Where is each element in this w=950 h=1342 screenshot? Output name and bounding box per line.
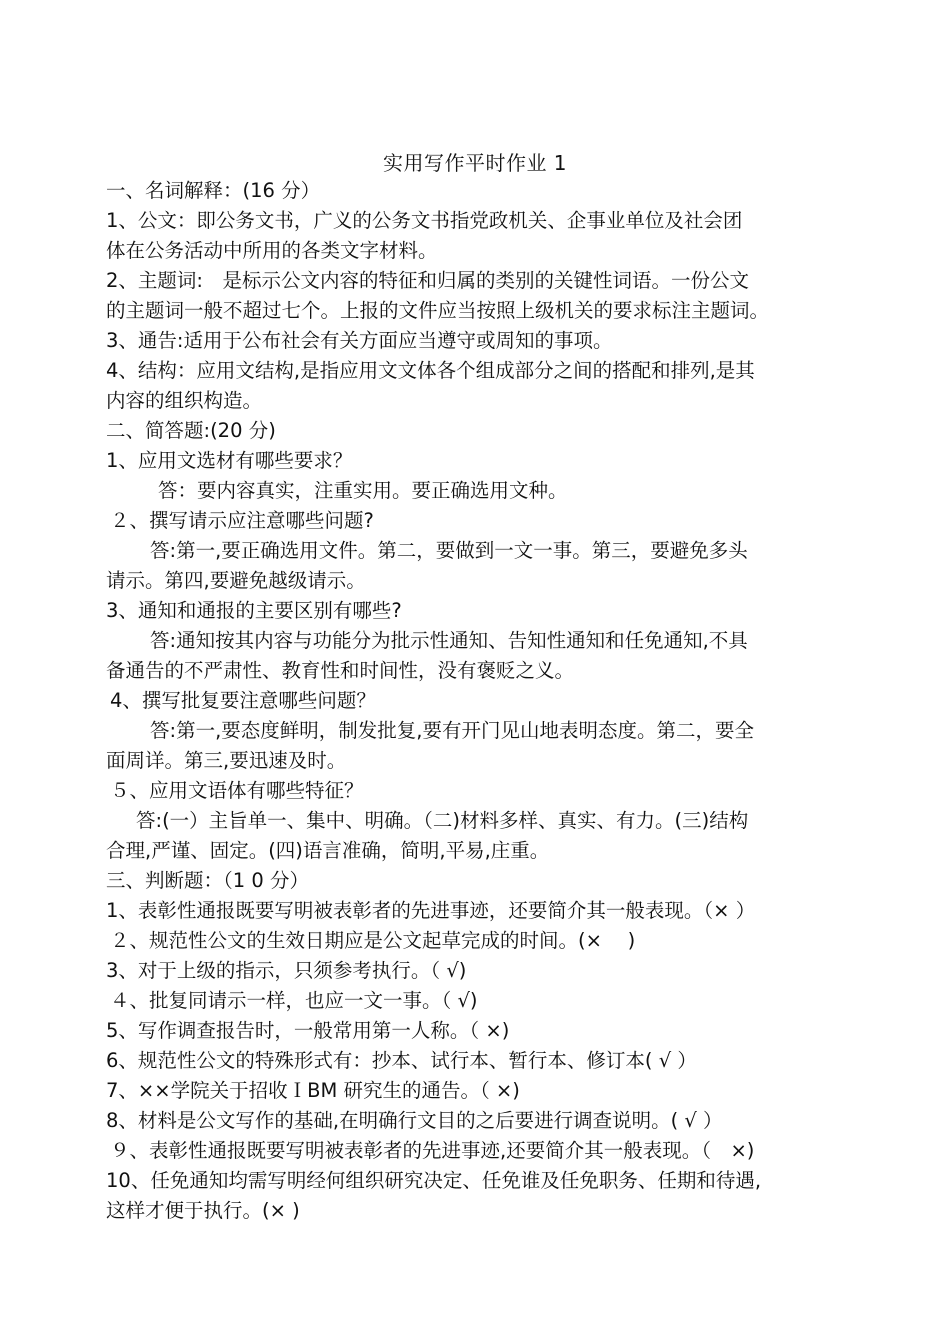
- text-line: 1、公文：即公务文书，广义的公务文书指党政机关、企事业单位及社会团: [106, 209, 743, 232]
- judgment-item: 1、表彰性通报既要写明被表彰者的先进事迹，还要简介其一般表现。（× ）: [106, 899, 756, 922]
- document-body: [106, 176, 866, 1226]
- judgment-item: 8、材料是公文写作的基础,在明确行文目的之后要进行调查说明。( √ ）: [106, 1109, 723, 1132]
- question-line: ２、撰写请示应注意哪些问题?: [110, 509, 374, 532]
- question-line: 1、应用文选材有哪些要求？: [106, 449, 353, 472]
- text-line: 这样才便于执行。(× ): [106, 1199, 300, 1222]
- judgment-item: 5、写作调查报告时，一般常用第一人称。（ ×): [106, 1019, 510, 1042]
- answer-line: 答:第一,要态度鲜明，制发批复,要有开门见山地表明态度。第二，要全: [150, 719, 754, 742]
- answer-line: 答：要内容真实，注重实用。要正确选用文种。: [158, 479, 568, 502]
- judgment-item: ４、批复同请示一样，也应一文一事。（ √): [110, 989, 478, 1012]
- text-line: 体在公务活动中所用的各类文字材料。: [106, 239, 438, 262]
- section-heading-terms: 一、名词解释：(16 分）: [106, 179, 321, 202]
- judgment-item: 3、对于上级的指示，只须参考执行。（ √): [106, 959, 467, 982]
- text-line: 面周详。第三,要迅速及时。: [106, 749, 347, 772]
- text-line: 的主题词一般不超过七个。上报的文件应当按照上级机关的要求标注主题词。: [106, 299, 770, 322]
- judgment-item: 7、××学院关于招收ＩBM 研究生的通告。（ ×): [106, 1079, 520, 1102]
- question-line: 3、通知和通报的主要区别有哪些?: [106, 599, 402, 622]
- question-line: 4、撰写批复要注意哪些问题？: [110, 689, 376, 712]
- section-heading-true-false: 三、判断题：（1 0 分）: [106, 869, 309, 892]
- text-line: 4、结构：应用文结构,是指应用文文体各个组成部分之间的搭配和排列,是其: [106, 359, 755, 382]
- text-line: 3、通告:适用于公布社会有关方面应当遵守或周知的事项。: [106, 329, 613, 352]
- text-line: 内容的组织构造。: [106, 389, 263, 412]
- section-heading-short-answer: 二、简答题:(20 分): [106, 419, 276, 442]
- document-title: 实用写作平时作业 1: [382, 151, 568, 175]
- text-line: 2、主题词: 是标示公文内容的特征和归属的类别的关键性词语。一份公文: [106, 269, 749, 292]
- judgment-item: ９、表彰性通报既要写明被表彰者的先进事迹,还要简介其一般表现。（ ×): [110, 1139, 755, 1162]
- answer-line: 答:通知按其内容与功能分为批示性通知、告知性通知和任免通知,不具: [150, 629, 748, 652]
- question-line: ５、应用文语体有哪些特征？: [110, 779, 364, 802]
- judgment-item: ２、规范性公文的生效日期应是公文起草完成的时间。(× ): [110, 929, 636, 952]
- answer-line: 答:第一,要正确选用文件。第二，要做到一文一事。第三，要避免多头: [150, 539, 748, 562]
- text-line: 备通告的不严肃性、教育性和时间性，没有褒贬之义。: [106, 659, 575, 682]
- text-line: 合理,严谨、固定。(四)语言准确，简明,平易,庄重。: [106, 839, 550, 862]
- answer-line: 答:(一）主旨单一、集中、明确。（二)材料多样、真实、有力。(三)结构: [136, 809, 749, 832]
- judgment-item: 6、规范性公文的特殊形式有：抄本、试行本、暂行本、修订本( √ ）: [106, 1049, 697, 1072]
- text-line: 请示。第四,要避免越级请示。: [106, 569, 366, 592]
- judgment-item: 10、任免通知均需写明经何组织研究决定、任免谁及任免职务、任期和待遇,: [106, 1169, 762, 1192]
